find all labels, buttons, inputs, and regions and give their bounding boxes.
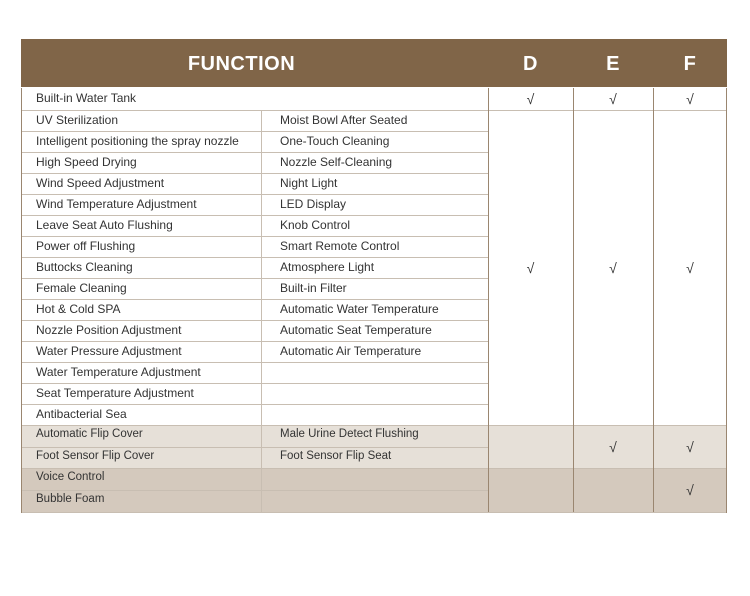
- check-mark-e: √: [609, 259, 617, 276]
- feature-left: Power off Flushing: [36, 239, 136, 253]
- check-mark-e: √: [609, 438, 617, 455]
- model-d-divider: [488, 88, 489, 512]
- feature-right: Knob Control: [280, 218, 351, 232]
- feature-right: Male Urine Detect Flushing: [280, 428, 419, 440]
- feature-left: Buttocks Cleaning: [36, 260, 133, 274]
- feature-left: Seat Temperature Adjustment: [36, 386, 194, 400]
- model-e-header: E: [606, 53, 620, 75]
- table-header: [21, 39, 727, 87]
- feature-right: Automatic Air Temperature: [280, 344, 422, 358]
- check-mark-f: √: [686, 482, 694, 498]
- feature-right: Automatic Water Temperature: [280, 302, 439, 316]
- feature-left: Wind Speed Adjustment: [36, 176, 165, 190]
- feature-left: Leave Seat Auto Flushing: [36, 218, 173, 232]
- feature-left: Automatic Flip Cover: [36, 428, 143, 440]
- feature-right: Automatic Seat Temperature: [280, 323, 432, 337]
- feature-left: Water Temperature Adjustment: [36, 365, 201, 379]
- feature-right: Night Light: [280, 176, 338, 190]
- feature-built-in-water-tank: Built-in Water Tank: [36, 91, 137, 105]
- feature-left: Wind Temperature Adjustment: [36, 197, 197, 211]
- feature-left: Bubble Foam: [36, 493, 105, 505]
- feature-right: Atmosphere Light: [280, 260, 375, 274]
- check-mark-f: √: [686, 438, 694, 455]
- feature-left: Antibacterial Sea: [36, 407, 127, 421]
- row-divider: [21, 490, 488, 491]
- feature-left: Voice Control: [36, 471, 105, 483]
- model-d-header: D: [523, 53, 538, 75]
- row-divider: [21, 447, 488, 448]
- table-bottom-border: [21, 512, 727, 513]
- feature-right: Moist Bowl After Seated: [280, 113, 408, 127]
- middle-column-divider: [261, 110, 262, 512]
- feature-right: Built-in Filter: [280, 281, 347, 295]
- check-mark-d: √: [526, 259, 535, 276]
- check-mark-f: √: [686, 259, 694, 276]
- model-f-header: F: [683, 53, 697, 75]
- check-mark-d: √: [526, 91, 535, 107]
- table-left-border: [21, 88, 22, 513]
- feature-left: UV Sterilization: [36, 113, 119, 127]
- feature-left: Nozzle Position Adjustment: [36, 323, 182, 337]
- feature-left: Female Cleaning: [36, 281, 127, 295]
- feature-right: Smart Remote Control: [280, 239, 400, 253]
- feature-left: High Speed Drying: [36, 155, 137, 169]
- feature-right: Foot Sensor Flip Seat: [280, 449, 392, 462]
- feature-left: Intelligent positioning the spray nozzle: [36, 134, 239, 148]
- section-divider: [21, 468, 727, 469]
- feature-right: Nozzle Self-Cleaning: [280, 155, 393, 169]
- feature-left: Foot Sensor Flip Cover: [36, 449, 155, 462]
- feature-right: LED Display: [280, 197, 347, 211]
- feature-right: One-Touch Cleaning: [280, 134, 390, 148]
- check-mark-f: √: [686, 91, 694, 107]
- feature-left: Hot & Cold SPA: [36, 302, 121, 316]
- feature-left: Water Pressure Adjustment: [36, 344, 182, 358]
- check-mark-e: √: [609, 91, 617, 107]
- function-header: FUNCTION: [187, 53, 296, 75]
